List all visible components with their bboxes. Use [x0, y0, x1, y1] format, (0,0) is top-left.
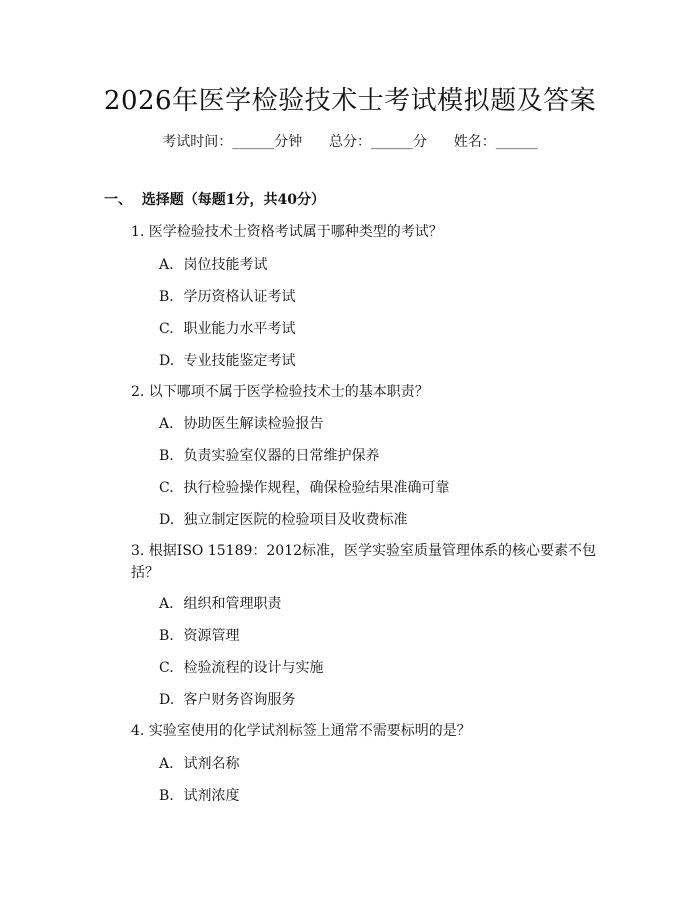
option-letter: A.	[159, 257, 174, 273]
option-letter: A.	[159, 756, 174, 772]
option-letter: A.	[159, 596, 174, 612]
question-2-option-d	[159, 510, 407, 530]
option-text: 试剂浓度	[183, 788, 240, 804]
question-1-option-d	[159, 351, 295, 371]
question-3-stem	[131, 540, 601, 584]
option-text: 试剂名称	[183, 756, 240, 772]
option-letter: C.	[159, 660, 174, 676]
question-2-stem: 2. 以下哪项不属于医学检验技术士的基本职责？	[131, 384, 429, 400]
name-field: 姓名：______	[453, 134, 538, 150]
option-text: 独立制定医院的检验项目及收费标准	[183, 512, 408, 528]
question-2-option-b	[159, 446, 379, 466]
question-1-option-a	[159, 255, 267, 275]
option-letter: B.	[159, 628, 174, 644]
option-letter: C.	[159, 321, 174, 337]
option-letter: B.	[159, 788, 174, 804]
option-text: 组织和管理职责	[183, 596, 282, 612]
question-2-option-a	[159, 414, 323, 434]
question-4-option-b	[159, 786, 239, 806]
option-letter: D.	[159, 692, 175, 708]
document-title: 2026年医学检验技术士考试模拟题及答案	[103, 86, 597, 116]
question-3-option-a	[159, 594, 281, 614]
option-text: 岗位技能考试	[183, 257, 268, 273]
option-text: 学历资格认证考试	[183, 289, 296, 305]
option-letter: A.	[159, 416, 174, 432]
question-3-option-d	[159, 690, 295, 710]
question-3-option-b	[159, 626, 239, 646]
question-4-stem: 4. 实验室使用的化学试剂标签上通常不需要标明的是？	[131, 723, 471, 739]
question-2-option-c	[159, 478, 449, 498]
question-3-option-c	[159, 658, 323, 678]
option-text: 资源管理	[183, 628, 240, 644]
option-text: 执行检验操作规程，确保检验结果准确可靠	[183, 480, 450, 496]
option-letter: C.	[159, 480, 174, 496]
option-text: 职业能力水平考试	[183, 321, 296, 337]
section-heading: 一、 选择题（每题1分，共40分）	[104, 192, 325, 208]
exam-info-line	[0, 132, 700, 152]
option-text: 检验流程的设计与实施	[183, 660, 324, 676]
option-text: 客户财务咨询服务	[183, 692, 296, 708]
option-letter: B.	[159, 289, 174, 305]
exam-time-field: 考试时间：______分钟	[162, 134, 303, 150]
question-3-text: 3. 根据ISO 15189：2012标准，医学实验室质量管理体系的核心要素不包括？	[131, 543, 597, 581]
option-text: 协助医生解读检验报告	[183, 416, 324, 432]
question-1-option-c	[159, 319, 295, 339]
option-text: 负责实验室仪器的日常维护保养	[183, 448, 380, 464]
question-4-option-a	[159, 754, 239, 774]
question-1-option-b	[159, 287, 295, 307]
option-letter: B.	[159, 448, 174, 464]
total-score-field: 总分：______分	[329, 134, 427, 150]
question-1-stem: 1. 医学检验技术士资格考试属于哪种类型的考试？	[131, 224, 443, 240]
option-letter: D.	[159, 512, 175, 528]
option-letter: D.	[159, 353, 175, 369]
option-text: 专业技能鉴定考试	[183, 353, 296, 369]
